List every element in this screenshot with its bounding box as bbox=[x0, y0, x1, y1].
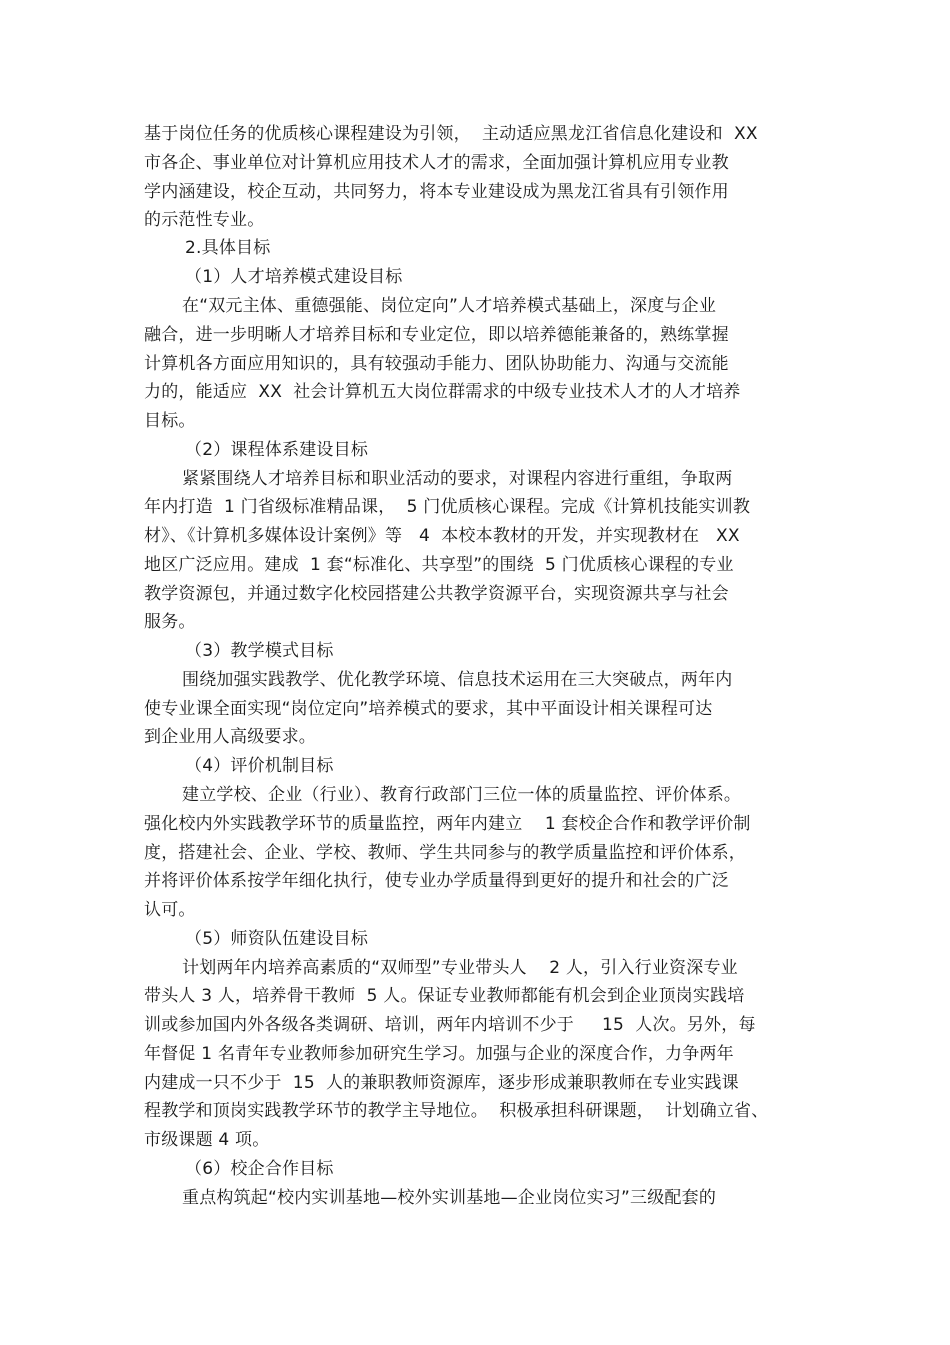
body-paragraph-line: 计划两年内培养高素质的“双师型”专业带头人 2 人，引入行业资深专业 bbox=[182, 958, 738, 978]
subsection-heading: （3）教学模式目标 bbox=[185, 641, 334, 661]
subsection-heading: （2）课程体系建设目标 bbox=[185, 440, 369, 460]
body-paragraph-line: 围绕加强实践教学、优化教学环境、信息技术运用在三大突破点，两年内 bbox=[182, 670, 733, 690]
body-paragraph-line: 地区广泛应用。建成 1 套“标准化、共享型”的围绕 5 门优质核心课程的专业 bbox=[144, 555, 734, 575]
body-paragraph-line: 建立学校、企业（行业）、教育行政部门三位一体的质量监控、评价体系。 bbox=[182, 785, 742, 805]
body-paragraph-line: 融合，进一步明晰人才培养目标和专业定位，即以培养德能兼备的，熟练掌握 bbox=[144, 325, 729, 345]
body-paragraph-line: 年督促 1 名青年专业教师参加研究生学习。加强与企业的深度合作，力争两年 bbox=[144, 1044, 734, 1064]
body-paragraph-line: 认可。 bbox=[144, 900, 196, 920]
body-paragraph-line: 到企业用人高级要求。 bbox=[144, 727, 316, 747]
section-heading: 2.具体目标 bbox=[185, 238, 271, 258]
body-paragraph-line: 程教学和顶岗实践教学环节的教学主导地位。 积极承担科研课题， 计划确立省、 bbox=[144, 1101, 769, 1121]
body-paragraph-line: 在“双元主体、重德强能、岗位定向”人才培养模式基础上，深度与企业 bbox=[182, 296, 717, 316]
body-paragraph-line: 重点构筑起“校内实训基地—校外实训基地—企业岗位实习”三级配套的 bbox=[182, 1188, 717, 1208]
body-paragraph-line: 度，搭建社会、企业、学校、教师、学生共同参与的教学质量监控和评价体系， bbox=[144, 843, 746, 863]
body-paragraph-line: 材》、《计算机多媒体设计案例》等 4 本校本教材的开发，并实现教材在 XX bbox=[144, 526, 740, 546]
body-paragraph-line: 使专业课全面实现“岗位定向”培养模式的要求，其中平面设计相关课程可达 bbox=[144, 699, 713, 719]
body-paragraph-line: 教学资源包，并通过数字化校园搭建公共教学资源平台，实现资源共享与社会 bbox=[144, 584, 729, 604]
subsection-heading: （5）师资队伍建设目标 bbox=[185, 929, 369, 949]
body-paragraph-line: 学内涵建设，校企互动，共同努力，将本专业建设成为黑龙江省具有引领作用 bbox=[144, 182, 729, 202]
body-paragraph-line: 训或参加国内外各级各类调研、培训，两年内培训不少于 15 人次。另外，每 bbox=[144, 1015, 756, 1035]
body-paragraph-line: 市级课题 4 项。 bbox=[144, 1130, 270, 1150]
body-paragraph-line: 带头人 3 人，培养骨干教师 5 人。保证专业教师都能有机会到企业顶岗实践培 bbox=[144, 986, 745, 1006]
body-paragraph-line: 的示范性专业。 bbox=[144, 210, 265, 230]
subsection-heading: （1）人才培养模式建设目标 bbox=[185, 267, 403, 287]
subsection-heading: （4）评价机制目标 bbox=[185, 756, 334, 776]
body-paragraph-line: 目标。 bbox=[144, 411, 196, 431]
body-paragraph-line: 年内打造 1 门省级标准精品课， 5 门优质核心课程。完成《计算机技能实训教 bbox=[144, 497, 751, 517]
body-paragraph-line: 市各企、事业单位对计算机应用技术人才的需求，全面加强计算机应用专业教 bbox=[144, 153, 729, 173]
body-paragraph-line: 强化校内外实践教学环节的质量监控，两年内建立 1 套校企合作和教学评价制 bbox=[144, 814, 751, 834]
body-paragraph-line: 基于岗位任务的优质核心课程建设为引领， 主动适应黑龙江省信息化建设和 XX bbox=[144, 124, 758, 144]
body-paragraph-line: 服务。 bbox=[144, 612, 196, 632]
body-paragraph-line: 内建成一只不少于 15 人的兼职教师资源库，逐步形成兼职教师在专业实践课 bbox=[144, 1073, 739, 1093]
body-paragraph-line: 计算机各方面应用知识的，具有较强动手能力、团队协助能力、沟通与交流能 bbox=[144, 354, 729, 374]
body-paragraph-line: 并将评价体系按学年细化执行，使专业办学质量得到更好的提升和社会的广泛 bbox=[144, 871, 729, 891]
body-paragraph-line: 紧紧围绕人才培养目标和职业活动的要求，对课程内容进行重组，争取两 bbox=[182, 469, 733, 489]
subsection-heading: （6）校企合作目标 bbox=[185, 1159, 334, 1179]
body-paragraph-line: 力的，能适应 XX 社会计算机五大岗位群需求的中级专业技术人才的人才培养 bbox=[144, 382, 741, 402]
